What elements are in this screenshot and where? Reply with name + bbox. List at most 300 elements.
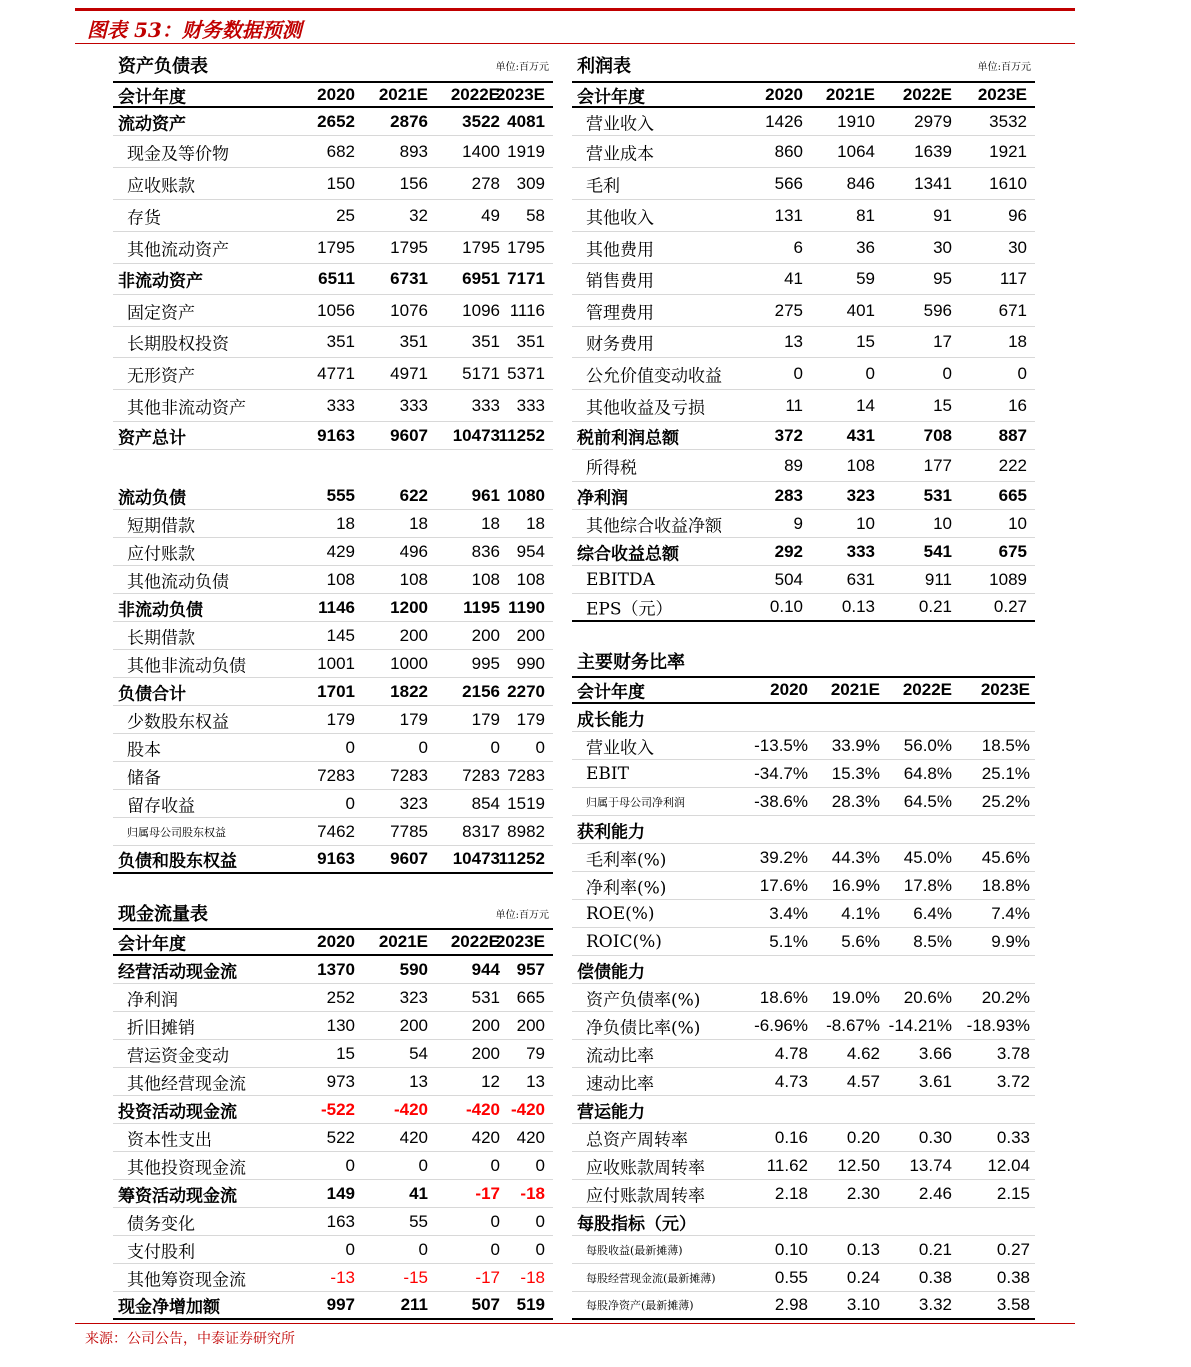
row-value: 1116 <box>509 300 545 320</box>
row-label: 现金净增加额 <box>118 1297 220 1318</box>
row-value: 997 <box>326 1295 355 1314</box>
row-value: 541 <box>923 541 952 561</box>
row-value: 18 <box>526 513 545 533</box>
row-value: -15 <box>403 1267 428 1287</box>
table-row <box>113 1012 553 1040</box>
table-row <box>113 1152 553 1180</box>
row-value: 20.2% <box>981 987 1030 1007</box>
row-value: 6951 <box>462 269 500 288</box>
row-label: 成长能力 <box>577 710 645 730</box>
row-value: 954 <box>516 541 545 561</box>
row-value: 16 <box>1008 395 1027 415</box>
table-row <box>113 358 553 390</box>
row-value: 507 <box>471 1295 500 1314</box>
row-value: -18 <box>520 1183 545 1203</box>
table-row <box>113 1180 553 1208</box>
row-value: 333 <box>516 395 545 415</box>
row-value: 0 <box>418 1155 428 1175</box>
row-value: 887 <box>998 425 1027 445</box>
row-value: 32 <box>409 205 428 225</box>
column-header: 2020 <box>770 680 808 699</box>
row-value: 18.6% <box>759 987 808 1007</box>
row-value: -420 <box>393 1099 428 1119</box>
table-row <box>572 984 1035 1012</box>
row-value: 58 <box>526 205 545 225</box>
row-value: 15.3% <box>831 763 880 783</box>
row-label: 负债合计 <box>118 684 186 704</box>
row-label: 营运资金变动 <box>127 1046 229 1066</box>
row-value: 11.62 <box>766 1155 808 1175</box>
row-value: 12.04 <box>987 1155 1030 1175</box>
row-label: 其他流动负债 <box>127 572 229 592</box>
row-label: 公允价值变动收益 <box>586 366 722 386</box>
row-value: 108 <box>516 569 545 589</box>
row-value: 0 <box>793 363 803 383</box>
balance-sheet-panel <box>113 52 553 872</box>
row-value: 622 <box>399 485 428 505</box>
row-value: 9163 <box>317 425 355 445</box>
row-value: 9607 <box>390 425 428 445</box>
row-label: 速动比率 <box>586 1074 654 1094</box>
column-header: 2022E <box>902 84 952 104</box>
row-label: 流动比率 <box>586 1046 654 1066</box>
row-value: 5.1% <box>769 931 808 951</box>
row-value: 12 <box>481 1071 500 1091</box>
row-label: 综合收益总额 <box>577 544 679 564</box>
row-label: 流动资产 <box>118 114 186 134</box>
table-row <box>572 1012 1035 1040</box>
row-label: 总资产周转率 <box>586 1130 688 1150</box>
row-value: 0.21 <box>918 1239 952 1259</box>
row-value: 2156 <box>462 681 500 701</box>
row-value: 1190 <box>508 597 545 617</box>
row-value: 7.4% <box>991 903 1030 923</box>
table-row <box>113 422 553 450</box>
row-label: EBITDA <box>586 569 655 590</box>
row-value: 11252 <box>498 425 545 445</box>
row-label: 每股净资产(最新摊薄) <box>586 1299 694 1312</box>
row-value: 222 <box>998 455 1027 475</box>
column-header: 2021E <box>830 680 880 699</box>
table-row <box>572 1068 1035 1096</box>
column-header: 2021E <box>825 84 875 104</box>
row-value: -17 <box>475 1267 500 1287</box>
table-row <box>113 1236 553 1264</box>
table-row <box>572 1096 1035 1124</box>
row-value: 3.78 <box>996 1043 1030 1063</box>
row-value: 351 <box>326 332 355 351</box>
row-value: 3.66 <box>918 1043 952 1063</box>
row-value: 0.10 <box>769 597 803 616</box>
table-row <box>572 422 1035 450</box>
row-value: 10473 <box>452 425 500 445</box>
cash-flow-unit: 单位:百万元 <box>495 910 549 921</box>
row-value: 45.0% <box>903 847 952 867</box>
row-value: 531 <box>923 485 952 505</box>
row-value: 30 <box>933 237 952 257</box>
row-value: 1195 <box>463 597 500 617</box>
row-value: 1701 <box>317 681 355 701</box>
row-label: 现金及等价物 <box>127 144 229 164</box>
row-label: 营业收入 <box>586 738 654 758</box>
ratios-panel <box>572 648 1035 1320</box>
row-value: 531 <box>471 987 500 1007</box>
row-value: 18.8% <box>981 875 1030 895</box>
row-value: 957 <box>516 959 545 979</box>
table-row <box>572 358 1035 390</box>
table-row <box>572 1180 1035 1208</box>
row-value: 496 <box>399 541 428 561</box>
row-value: 4081 <box>507 111 545 131</box>
row-value: 200 <box>399 1015 428 1035</box>
row-value: 990 <box>516 653 545 673</box>
table-header-row <box>113 928 553 956</box>
table-row <box>572 482 1035 510</box>
table-row <box>572 200 1035 232</box>
row-value: 45.6% <box>981 847 1030 867</box>
table-row <box>113 510 553 538</box>
row-value: 401 <box>846 300 875 320</box>
row-value: 1200 <box>390 597 428 617</box>
row-value: 179 <box>326 709 355 729</box>
table-row <box>572 1040 1035 1068</box>
row-value: 1910 <box>837 111 875 131</box>
income-statement-panel <box>572 52 1035 622</box>
row-value: 0.27 <box>996 1239 1030 1259</box>
table-row <box>572 900 1035 928</box>
row-label: 其他筹资现金流 <box>127 1270 246 1290</box>
row-value: 3.4% <box>769 903 808 923</box>
row-value: 6.4% <box>913 903 952 923</box>
row-value: -18.93% <box>966 1015 1030 1035</box>
row-value: 0.24 <box>846 1267 880 1287</box>
row-value: 9.9% <box>991 931 1030 951</box>
row-value: 431 <box>846 425 875 445</box>
row-value: 351 <box>516 332 545 351</box>
row-value: 200 <box>399 625 428 645</box>
row-value: 1096 <box>462 300 500 320</box>
row-value: 39.2% <box>759 847 808 867</box>
income-statement-unit: 单位:百万元 <box>977 62 1031 73</box>
table-row <box>572 816 1035 844</box>
row-value: 665 <box>516 987 545 1007</box>
row-value: 5171 <box>462 363 500 383</box>
row-value: 522 <box>326 1127 355 1147</box>
table-row <box>113 1068 553 1096</box>
row-label: 应付账款周转率 <box>586 1186 705 1206</box>
row-value: 13 <box>784 332 803 351</box>
row-value: 7785 <box>390 821 428 841</box>
row-value: 504 <box>774 569 803 589</box>
row-value: -522 <box>320 1099 355 1119</box>
table-row <box>113 538 553 566</box>
row-value: 108 <box>326 569 355 589</box>
column-header: 2021E <box>378 84 428 104</box>
row-value: 275 <box>774 300 803 320</box>
row-value: 18.5% <box>981 735 1030 755</box>
column-header: 2023E <box>495 84 545 104</box>
row-value: 0 <box>1017 363 1027 383</box>
row-value: 4.1% <box>841 903 880 923</box>
row-value: 2270 <box>507 681 545 701</box>
row-value: 252 <box>326 987 355 1007</box>
row-value: 7283 <box>317 765 355 785</box>
row-value: 0 <box>345 1155 355 1175</box>
row-value: 1146 <box>318 597 355 617</box>
row-label: 其他非流动资产 <box>127 398 246 418</box>
row-value: 14 <box>856 395 875 415</box>
table-row <box>113 232 553 264</box>
row-label: 股本 <box>127 740 161 760</box>
row-value: 0.30 <box>918 1127 952 1147</box>
row-value: 2.98 <box>774 1295 808 1314</box>
figure-header <box>75 8 1075 44</box>
row-label: 其他流动资产 <box>127 240 229 260</box>
row-value: 200 <box>471 1043 500 1063</box>
row-value: 13 <box>409 1071 428 1091</box>
row-value: 420 <box>399 1127 428 1147</box>
row-label: 其他收入 <box>586 208 654 228</box>
row-value: -6.96% <box>754 1015 808 1035</box>
row-value: 177 <box>923 455 952 475</box>
row-value: 12.50 <box>837 1155 880 1175</box>
row-value: 3.10 <box>846 1295 880 1314</box>
table-row <box>113 295 553 327</box>
row-value: 25.1% <box>981 763 1030 783</box>
row-value: 973 <box>326 1071 355 1091</box>
row-value: 44.3% <box>831 847 880 867</box>
row-value: 11252 <box>498 849 545 868</box>
column-header: 2020 <box>317 932 355 951</box>
cash-flow-title: 现金流量表 <box>118 904 208 925</box>
row-value: 995 <box>471 653 500 673</box>
source-note <box>75 1323 1075 1347</box>
table-row <box>113 108 553 136</box>
row-value: 96 <box>1008 205 1027 225</box>
table-row <box>113 1292 553 1320</box>
row-label: 净负债比率(%) <box>586 1018 701 1038</box>
row-value: 20.6% <box>903 987 952 1007</box>
row-value: 18 <box>336 513 355 533</box>
column-header: 2020 <box>317 84 355 104</box>
table-row <box>572 538 1035 566</box>
row-label: 销售费用 <box>586 271 654 292</box>
table-row <box>113 1208 553 1236</box>
row-value: -13.5% <box>754 735 808 755</box>
row-value: 0 <box>535 1211 545 1231</box>
row-label: 偿债能力 <box>577 962 645 982</box>
row-value: 0 <box>345 1239 355 1259</box>
row-value: -34.7% <box>754 763 808 783</box>
table-row <box>572 928 1035 956</box>
row-value: 179 <box>516 709 545 729</box>
row-value: 2979 <box>914 111 952 131</box>
table-header-row <box>572 676 1035 704</box>
figure-title: 图表 53：财务数据预测 <box>87 18 302 42</box>
table-row <box>113 734 553 762</box>
row-label: 归属于母公司净利润 <box>586 795 685 809</box>
row-label: 长期借款 <box>127 628 195 648</box>
table-row <box>572 732 1035 760</box>
row-label: 营业成本 <box>586 144 654 164</box>
row-value: 5371 <box>507 363 545 383</box>
row-value: 420 <box>516 1127 545 1147</box>
row-value: 1426 <box>765 111 803 131</box>
row-value: 278 <box>471 173 500 193</box>
column-header: 会计年度 <box>577 87 645 107</box>
row-label: 营业收入 <box>586 114 654 134</box>
row-value: 25 <box>336 205 355 225</box>
row-value: 1795 <box>507 237 545 257</box>
row-value: -14.21% <box>888 1015 952 1035</box>
row-value: 179 <box>399 709 428 729</box>
row-value: 0.16 <box>774 1127 808 1147</box>
table-row <box>572 390 1035 422</box>
row-label: 非流动负债 <box>118 600 203 620</box>
row-value: 0.38 <box>996 1267 1030 1287</box>
table-row <box>572 295 1035 327</box>
table-row <box>572 788 1035 816</box>
row-value: 0 <box>865 363 875 383</box>
row-value: 8982 <box>507 821 545 841</box>
row-value: 0.33 <box>996 1127 1030 1147</box>
row-label: 储备 <box>127 768 161 788</box>
row-value: 0.13 <box>846 1239 880 1259</box>
row-value: 671 <box>998 300 1027 320</box>
row-value: 9 <box>793 513 803 533</box>
row-label: 毛利率(%) <box>586 850 667 870</box>
table-header-row <box>113 81 553 108</box>
column-header: 会计年度 <box>118 934 186 955</box>
row-value: 18 <box>1008 332 1027 351</box>
row-label: 其他费用 <box>586 240 654 260</box>
table-row <box>113 482 553 510</box>
row-value: 16.9% <box>831 875 880 895</box>
row-label: ROE(%) <box>586 903 655 924</box>
row-label: 净利率(%) <box>586 878 667 898</box>
row-value: 1080 <box>507 485 545 505</box>
row-label: 流动负债 <box>118 488 186 508</box>
row-label: 经营活动现金流 <box>118 962 237 982</box>
row-value: 7462 <box>317 821 355 841</box>
table-row <box>572 1292 1035 1320</box>
row-value: 91 <box>933 205 952 225</box>
table-row <box>572 760 1035 788</box>
row-value: 854 <box>471 793 500 813</box>
row-label: 资产总计 <box>118 428 186 448</box>
row-label: 财务费用 <box>586 334 654 355</box>
row-value: 631 <box>846 569 875 589</box>
table-row <box>572 594 1035 622</box>
row-value: 6 <box>793 237 803 257</box>
row-value: 1795 <box>390 237 428 257</box>
row-value: 0 <box>490 737 500 757</box>
row-value: -38.6% <box>754 791 808 811</box>
row-value: 17.6% <box>759 875 808 895</box>
row-value: 3.58 <box>996 1295 1030 1314</box>
table-row <box>113 200 553 232</box>
row-value: 0 <box>942 363 952 383</box>
row-value: 566 <box>774 173 803 193</box>
row-value: 33.9% <box>831 735 880 755</box>
row-value: 1341 <box>914 173 952 193</box>
row-value: 79 <box>526 1043 545 1063</box>
row-value: 13 <box>526 1071 545 1091</box>
row-label: 筹资活动现金流 <box>118 1186 237 1206</box>
row-value: 156 <box>399 173 428 193</box>
table-row <box>572 510 1035 538</box>
row-value: 0 <box>418 1239 428 1259</box>
row-value: 0 <box>535 1239 545 1259</box>
table-row <box>113 1040 553 1068</box>
row-value: 15 <box>856 332 875 351</box>
row-value: 1795 <box>462 237 500 257</box>
row-label: 每股经营现金流(最新摊薄) <box>586 1271 716 1285</box>
row-value: 1400 <box>462 141 500 161</box>
table-row <box>572 704 1035 732</box>
table-row <box>113 706 553 734</box>
row-value: -13 <box>330 1267 355 1287</box>
row-value: 351 <box>471 332 500 351</box>
row-value: 1610 <box>989 173 1027 193</box>
row-label: 无形资产 <box>127 366 195 386</box>
table-row <box>572 264 1035 295</box>
row-label: 每股收益(最新摊薄) <box>586 1243 683 1257</box>
row-value: 0 <box>490 1155 500 1175</box>
row-label: 管理费用 <box>586 303 654 323</box>
row-value: 28.3% <box>831 791 880 811</box>
row-label: 少数股东权益 <box>127 712 229 732</box>
row-value: 429 <box>326 541 355 561</box>
row-value: 2652 <box>317 111 355 131</box>
row-value: 81 <box>856 205 875 225</box>
row-label: 其他综合收益净额 <box>586 516 722 536</box>
row-value: 108 <box>846 455 875 475</box>
row-value: 3.61 <box>918 1071 952 1091</box>
table-row <box>113 818 553 846</box>
table-row <box>572 1236 1035 1264</box>
row-label: 应收账款周转率 <box>586 1158 705 1178</box>
row-label: 营运能力 <box>577 1102 645 1122</box>
row-value: 323 <box>399 793 428 813</box>
row-value: 2.15 <box>996 1183 1030 1203</box>
table-row <box>113 566 553 594</box>
table-row <box>113 650 553 678</box>
row-value: 11 <box>785 395 803 415</box>
row-value: 0.10 <box>774 1239 808 1259</box>
row-value: 3532 <box>989 111 1027 131</box>
table-row <box>572 1208 1035 1236</box>
table-row <box>572 1152 1035 1180</box>
row-value: -8.67% <box>826 1015 880 1035</box>
row-label: 支付股利 <box>127 1242 195 1262</box>
row-value: 372 <box>774 425 803 445</box>
row-label: 毛利 <box>586 176 620 196</box>
row-value: 4.78 <box>774 1043 808 1063</box>
row-label: ROIC(%) <box>586 931 662 952</box>
row-label: 税前利润总额 <box>577 428 679 448</box>
table-row <box>572 450 1035 482</box>
row-label: 固定资产 <box>127 303 195 323</box>
table-row <box>113 762 553 790</box>
row-value: 0 <box>490 1211 500 1231</box>
row-value: 200 <box>471 625 500 645</box>
row-value: 41 <box>409 1183 428 1203</box>
row-value: 846 <box>846 173 875 193</box>
row-value: 41 <box>784 269 803 288</box>
row-value: 1064 <box>837 141 875 161</box>
row-value: 0.20 <box>846 1127 880 1147</box>
